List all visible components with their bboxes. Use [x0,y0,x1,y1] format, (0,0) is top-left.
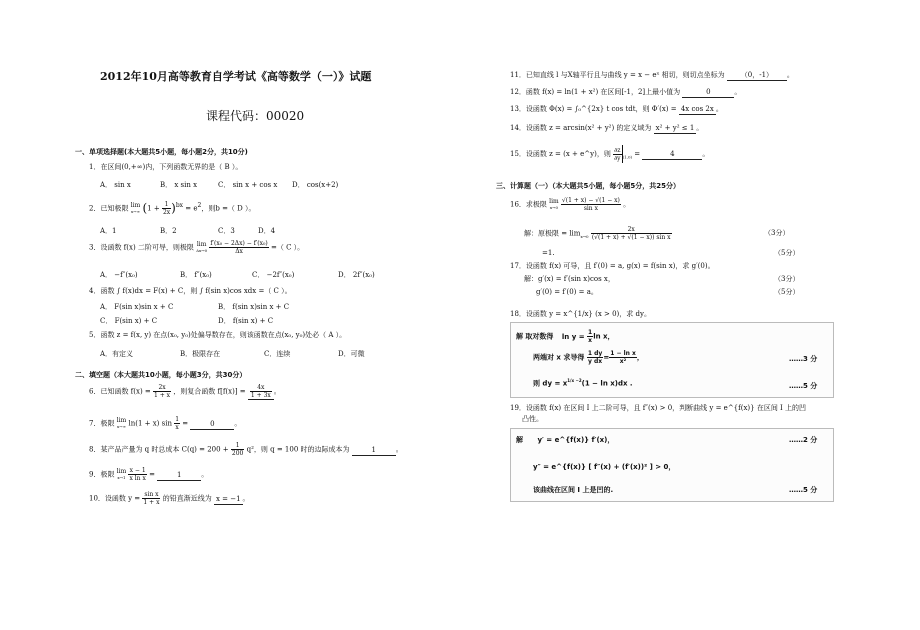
question-9: 9．极限 lim x→1 $\frac{x - 1}{\text{x ln x}}$ = 1 。 [89,467,209,482]
question-1: 1．在区间(0,+∞)内，下列函数无界的是（ B ）。 [89,163,243,171]
question-15: 15．设函数 z = (x + e^y)，则 $\frac{\partial z}{\partial y}$ $_{(1,0)}$ = 4 。 [510,146,710,162]
q5-option-d: D．可微 [338,350,365,358]
question-19-cont: 凸性。 [522,415,543,423]
q12-answer: 0 [682,88,734,98]
q16-score-2: （5分） [774,249,800,257]
q17-score-2: （5分） [774,288,800,296]
q16-solution-line2: =1. [542,249,555,257]
question-16: 16．求极限 lim x→0 $\frac{√(1 + x) - √(1 - x)}{\text{sin x}}$ 。 [510,197,631,212]
q19-score-2: ……5 分 [789,486,818,494]
q2-option-c: C．3 [218,227,235,235]
question-6: 6．已知函数 f(x) = $\frac{2x}{1 + x}$ ，则复合函数 f[f(x)] = $\frac{4x}{1 + 3x}$ 。 [89,384,281,399]
question-19: 19．设函数 f(x) 在区间 I 上二阶可导，且 f″(x) > 0，判断曲线 y = e^{f(x)} 在区间 I 上的凹 [510,404,807,412]
q10-answer: x = −1 [215,494,241,503]
q13-answer: 4x cos 2x [680,105,714,113]
q1-option-c: C． sin x + cos x [218,181,278,189]
q2-option-b: B．2 [160,227,177,235]
section-heading-fill: 二、填空题（本大题共10小题，每小题3分，共30分） [75,371,247,379]
q16-solution-line1: 解：原极限 = $\lim_{x\to 0}$ $\frac{2x}{\text{(√(1 + x) + √(1 − x)) sin x}}$ [524,226,671,241]
q17-solution-line1: 解：g′(x) = f′(sin x)cos x， [524,275,615,283]
q18-score-1: ……3 分 [789,355,818,363]
q4-option-c: C． F(sin x) + C [100,317,158,325]
question-13: 13．设函数 Φ(x) = ∫₀^{2x} t cos tdt，则 Φ′(x) = 4x cos 2x 。 [510,105,723,113]
section-heading-calc: 三、计算题（一）（本大题共5小题，每小题5分，共25分） [496,182,680,190]
q15-answer: 4 [642,150,702,160]
q1-option-b: B． x sin x [160,181,198,189]
q1-option-a: A． sin x [100,181,131,189]
question-11: 11．已知直线 l 与X轴平行且与曲线 y = x − eˣ 相切，则切点坐标为 （0，-1） 。 [510,71,794,79]
question-18: 18．设函数 y = x^{1/x} (x > 0)，求 dy。 [510,310,651,318]
question-17: 17．设函数 f(x) 可导，且 f′(0) = a, g(x) = f(sin x)，求 g′(0)。 [510,262,715,270]
exam-title: 2012年10月高等教育自学考试《高等数学（一）》试题 [100,70,372,83]
q3-option-c: C． −2f″(x₀) [252,271,295,279]
section-heading-choice: 一、单项选择题(本大题共5小题，每小题2分，共10分) [75,148,248,156]
question-2: 2．已知极限 lim x→∞ (1 + $\frac{1}{2x}$ )$^{bx} = e^2$，则b =（ D ）。 [89,201,256,216]
q18-sol-line3: 则 dy = $x^{1/x -2}(1 - \ln x)dx$ . [533,378,633,388]
q19-sol-line3: 该曲线在区间 I 上是凹的. [533,486,614,494]
q19-score-1: ……2 分 [789,436,818,444]
q7-answer: 0 [190,420,234,430]
q5-option-a: A．有定义 [100,350,134,358]
q8-answer: 1 [352,446,396,456]
q17-solution-line2: g′(0) = f′(0) = a。 [536,288,598,296]
question-7: 7．极限 lim x→∞ ln(1 + x) sin $\frac{1}{x}$ = 0 。 [89,416,242,431]
q16-score-1: （3分） [764,229,790,237]
q4-option-d: D． f(sin x) + C [218,317,274,325]
q11-answer: （0，-1） [727,71,787,81]
course-code: 课程代码：00020 [206,109,305,123]
q18-solution-box [510,322,834,398]
question-14: 14．设函数 z = arcsin(x² + y²) 的定义域为 x² + y² ≤ 1 。 [510,124,704,132]
q3-option-a: A． −f″(x₀) [100,271,138,279]
q1-option-d: D． cos(x+2) [292,181,339,189]
q18-sol-line2: 两端对 x 求导得 $\frac{1 dy}{\text{y dx}}$ = $\frac{\text{1 − ln x}}{\text{x²}}$ ， [533,350,644,365]
q19-solution-box [510,428,834,502]
question-5: 5．函数 z = f(x, y) 在点(x₀, y₀)处偏导数存在，则该函数在点(x₀, y₀)处必（ A ）。 [89,331,347,339]
question-8: 8．某产品产量为 q 时总成本 C(q) = 200 + $\frac{1}{200}$ q²，则 q = 100 时的边际成本为 1 。 [89,442,403,457]
q4-option-a: A． F(sin x)sin x + C [100,303,174,311]
q18-score-2: ……5 分 [789,382,818,390]
q19-sol-line2: y″ = e^{f(x)} [ f″(x) + (f′(x))² ] > 0， [533,463,676,471]
q5-option-b: B．极限存在 [180,350,221,358]
question-4: 4．函数 ∫ f(x)dx = F(x) + C，则 ∫ f(sin x)cos xdx =（ C ）。 [89,287,292,295]
q4-option-b: B． f(sin x)sin x + C [218,303,290,311]
question-12: 12．函数 f(x) = ln(1 + x²) 在区间[-1，2]上最小值为 0 。 [510,88,742,96]
q2-option-a: A．1 [100,227,117,235]
q9-answer: 1 [157,471,201,481]
q17-score-1: （3分） [774,275,800,283]
q5-option-c: C．连续 [264,350,291,358]
question-10: 10．设函数 y = $\frac{\text{sin x}}{1 + x}$ 的铅直渐近线为 x = −1 。 [89,491,250,506]
q18-sol-line1: 解 取对数得 ln y = $\frac{1}{x}$ ln x， [516,329,615,344]
q14-answer: x² + y² ≤ 1 [655,124,695,132]
q3-option-d: D． 2f″(x₀) [338,271,375,279]
q3-option-b: B． f″(x₀) [180,271,212,279]
q19-sol-line1: 解 y′ = e^{f(x)} f′(x)， [516,436,615,444]
question-3: 3．设函数 f(x) 二阶可导，则极限 lim Δx→0 $\frac{\text{f′(x₀ − 2Δx) − f′(x₀)}}{\Delta x}$ =（ C ）。 [89,240,305,255]
q2-option-d: D．4 [258,227,276,235]
